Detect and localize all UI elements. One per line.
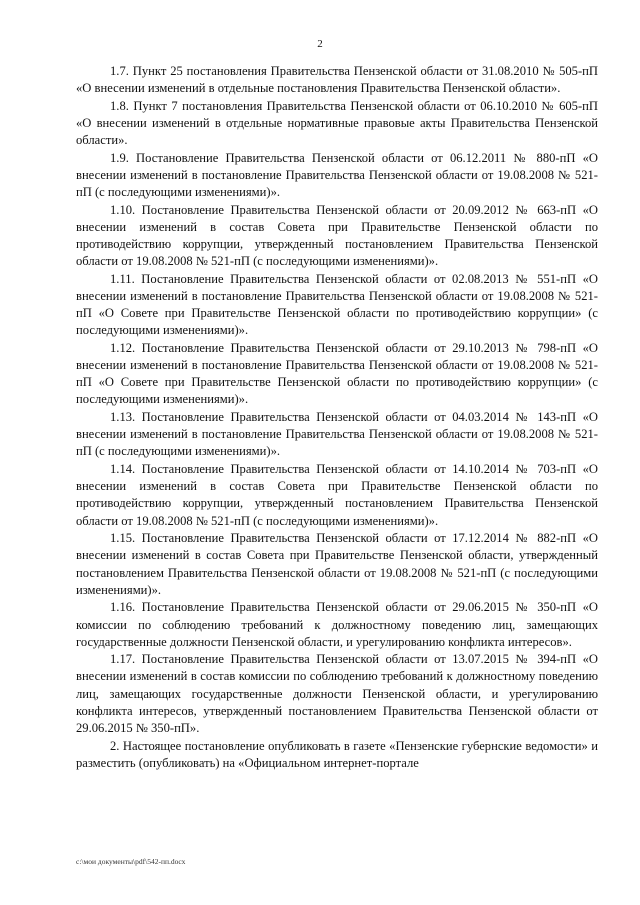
page-number: 2 (317, 38, 323, 50)
paragraph-1-14: 1.14. Постановление Правительства Пензенской области от 14.10.2014 № 703-пП «О внесении изменений в состав Совета при Правительстве Пензенской области по противодействию коррупции, утвержденный постановлением Правительства Пензенской области от 19.08.2008 № 521-пП (с последующими изменениями)». (76, 462, 598, 528)
paragraph-1-12: 1.12. Постановление Правительства Пензенской области от 29.10.2013 № 798-пП «О внесении изменений в постановление Правительства Пензенской области от 19.08.2008 № 521-пП «О Совете при Правительстве Пензенской области по противодействию коррупции» (с последующими изменениями)». (76, 341, 598, 407)
paragraph-1-15: 1.15. Постановление Правительства Пензенской области от 17.12.2014 № 882-пП «О внесении изменений в состав Совета при Правительстве Пензенской области, утвержденный постановлением Правительства Пензенской области от 19.08.2008 № 521-пП (с последующими изменениями)». (76, 531, 598, 597)
paragraph-1-7: 1.7. Пункт 25 постановления Правительства Пензенской области от 31.08.2010 № 505-пП «О внесении изменений в отдельные постановления Правительства Пензенской области». (76, 64, 598, 96)
paragraph-1-10: 1.10. Постановление Правительства Пензенской области от 20.09.2012 № 663-пП «О внесении изменений в состав Совета при Правительстве Пензенской области по противодействию коррупции, утвержденный постановлением Правительства Пензенской области от 19.08.2008 № 521-пП (с последующими изменениями)». (76, 202, 598, 269)
footer-file-path: c:\мои документы\pdf\542-пп.docx (76, 857, 186, 866)
paragraph-1-16: 1.16. Постановление Правительства Пензенской области от 29.06.2015 № 350-пП «О комиссии по соблюдению требований к должностному поведению лиц, замещающих государственные должности Пензенской области, и урегулированию конфликта интересов». (76, 600, 598, 649)
paragraph-2: 2. Настоящее постановление опубликовать в газете «Пензенские губернские ведомости» и разместить (опубликовать) на «Официальном интернет-портале (76, 738, 598, 770)
paragraph-1-11: 1.11. Постановление Правительства Пензенской области от 02.08.2013 № 551-пП «О внесении изменений в постановление Правительства Пензенской области от 19.08.2008 № 521-пП «О Совете при Правительстве Пензенской области по противодействию коррупции» (с последующими изменениями)». (76, 271, 598, 338)
paragraph-1-17: 1.17. Постановление Правительства Пензенской области от 13.07.2015 № 394-пП «О внесении изменений в состав комиссии по соблюдению требований к должностному поведению лиц, замещающих государственные должности Пензенской области, и урегулированию конфликта интересов, утвержденный постановлением Правительства Пензенской области от 29.06.2015 № 350-пП». (76, 652, 598, 735)
document-body (76, 63, 598, 772)
paragraph-1-8: 1.8. Пункт 7 постановления Правительства Пензенской области от 06.10.2010 № 605-пП «О внесении изменений в отдельные нормативные правовые акты Правительства Пензенской области». (76, 98, 598, 148)
paragraph-1-13: 1.13. Постановление Правительства Пензенской области от 04.03.2014 № 143-пП «О внесении изменений в постановление Правительства Пензенской области от 19.08.2008 № 521-пП (с последующими изменениями)». (76, 410, 598, 459)
paragraph-1-9: 1.9. Постановление Правительства Пензенской области от 06.12.2011 № 880-пП «О внесении изменений в постановление Правительства Пензенской области от 19.08.2008 № 521-пП (с последующими изменениями)». (76, 150, 598, 200)
